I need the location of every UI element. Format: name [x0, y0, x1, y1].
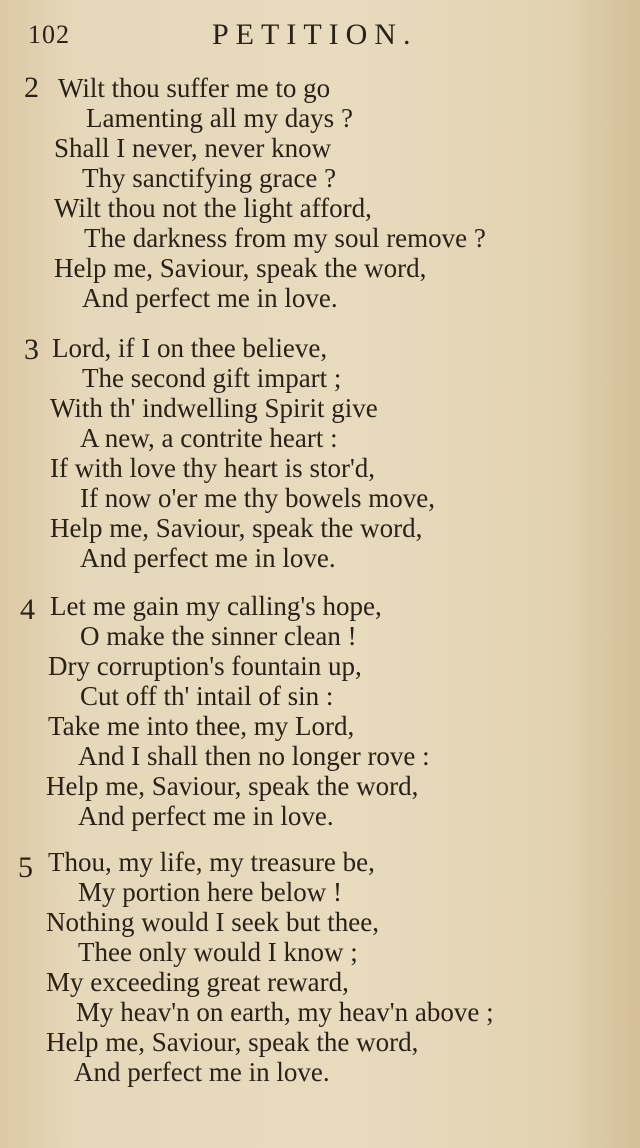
verse-line: Wilt thou suffer me to go [58, 73, 331, 103]
verse-line: Thy sanctifying grace ? [82, 163, 337, 193]
page-number: 102 [28, 20, 70, 49]
running-head: PETITION. [212, 18, 418, 51]
verse-line: And I shall then no longer rove : [78, 741, 430, 771]
verse-line: And perfect me in love. [82, 283, 338, 313]
verse-line: Let me gain my calling's hope, [50, 591, 382, 621]
verse-line: Nothing would I seek but thee, [46, 907, 379, 937]
verse-line: Lamenting all my days ? [86, 103, 353, 133]
verse-line: Cut off th' intail of sin : [80, 681, 334, 711]
verse-line: Take me into thee, my Lord, [48, 711, 355, 741]
verse-line: My portion here below ! [78, 877, 342, 907]
verse-line: Thee only would I know ; [78, 937, 358, 967]
verse-line: The second gift impart ; [82, 363, 342, 393]
verse-line: Help me, Saviour, speak the word, [54, 253, 427, 283]
verse-line: And perfect me in love. [80, 543, 336, 573]
verse-line: The darkness from my soul remove ? [84, 223, 486, 253]
verse-line: And perfect me in love. [78, 801, 334, 831]
verse-line: Help me, Saviour, speak the word, [46, 771, 419, 801]
verse-line: If now o'er me thy bowels move, [80, 483, 436, 513]
verse-number: 4 [20, 593, 35, 626]
verse-number: 3 [24, 333, 39, 366]
verse-line: My exceeding great reward, [46, 967, 349, 997]
verse-line: And perfect me in love. [74, 1057, 330, 1087]
verse-line: Wilt thou not the light afford, [54, 193, 372, 223]
verse-number: 2 [24, 71, 39, 104]
page-header [0, 18, 640, 54]
verse-line: Dry corruption's fountain up, [48, 651, 362, 681]
verse-line: Lord, if I on thee believe, [52, 333, 328, 363]
verse-line: O make the sinner clean ! [80, 621, 357, 651]
verse-number: 5 [18, 851, 33, 884]
verse-line: My heav'n on earth, my heav'n above ; [76, 997, 494, 1027]
verse-line: With th' indwelling Spirit give [50, 393, 378, 423]
verse-line: If with love thy heart is stor'd, [50, 453, 376, 483]
verse-line: Help me, Saviour, speak the word, [46, 1027, 419, 1057]
verse-line: Shall I never, never know [54, 133, 332, 163]
verse-line: A new, a contrite heart : [80, 423, 338, 453]
verse-line: Help me, Saviour, speak the word, [50, 513, 423, 543]
verse-line: Thou, my life, my treasure be, [48, 847, 375, 877]
